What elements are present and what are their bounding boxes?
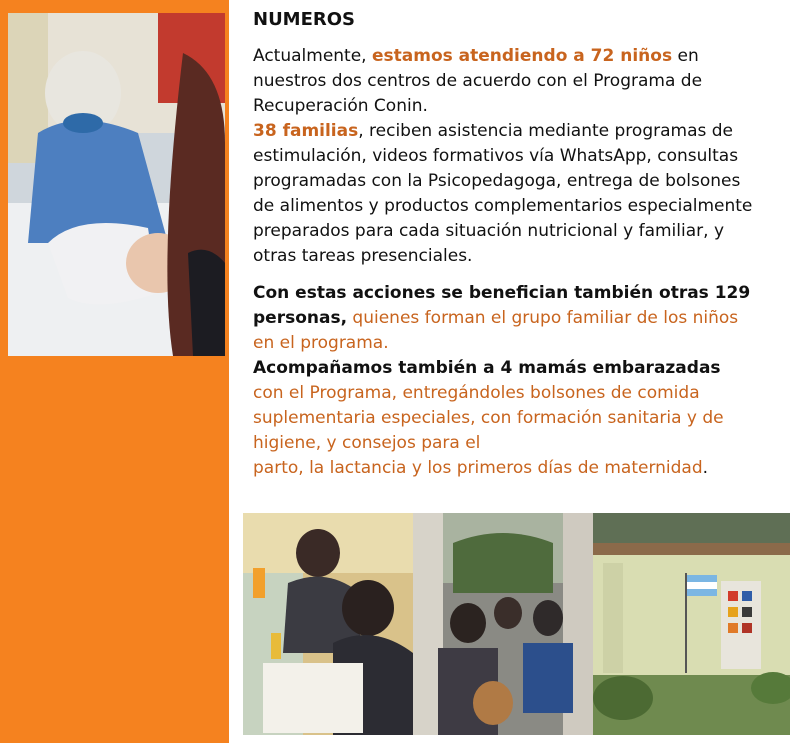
paragraph-beneficiaries [253, 281, 753, 356]
para1-rest: en nuestros dos centros de acuerdo con el Programa de Recuperación Conin. [253, 46, 703, 116]
para2-highlight: 38 familias [253, 121, 359, 141]
paragraph-families [253, 119, 753, 269]
content-column [253, 8, 753, 478]
para4-end: . [702, 458, 709, 478]
paragraph-children-count [253, 44, 753, 119]
para4-orange-a: con el Programa, entregándoles bolsones de comida suplementaria especiales, con formación sanitaria y de higiene, y consejos para el [253, 383, 724, 453]
para1-lead: Actualmente, [253, 46, 372, 66]
section-heading: NUMEROS [253, 9, 356, 30]
last-line-clip [253, 456, 753, 478]
para3-bold: Con estas acciones se benefician también otras 129 personas, [253, 283, 751, 328]
photo-center-building [593, 513, 790, 735]
para4-bold: Acompañamos también a 4 mamás embarazadas [253, 358, 721, 378]
photo-baby-checkup [8, 13, 225, 356]
photo-workshop-table [243, 513, 413, 735]
photo-outdoor-meeting [413, 513, 593, 735]
para2-rest: , reciben asistencia mediante programas de estimulación, videos formativos vía WhatsApp, consultas programadas con la Psicopedagoga, entrega de bolsones de alimentos y productos complementarios especialmente preparados para cada situación nutricional y familiar, y otras tareas presenciales. [253, 121, 753, 266]
para4-orange-b: parto, la lactancia y los primeros días de maternidad [253, 458, 703, 478]
paragraph-pregnant-mothers [253, 356, 753, 456]
para3-orange: quienes forman el grupo familiar de los niños en el programa. [253, 308, 739, 353]
para1-highlight: estamos atendiendo a 72 niños [371, 46, 673, 66]
